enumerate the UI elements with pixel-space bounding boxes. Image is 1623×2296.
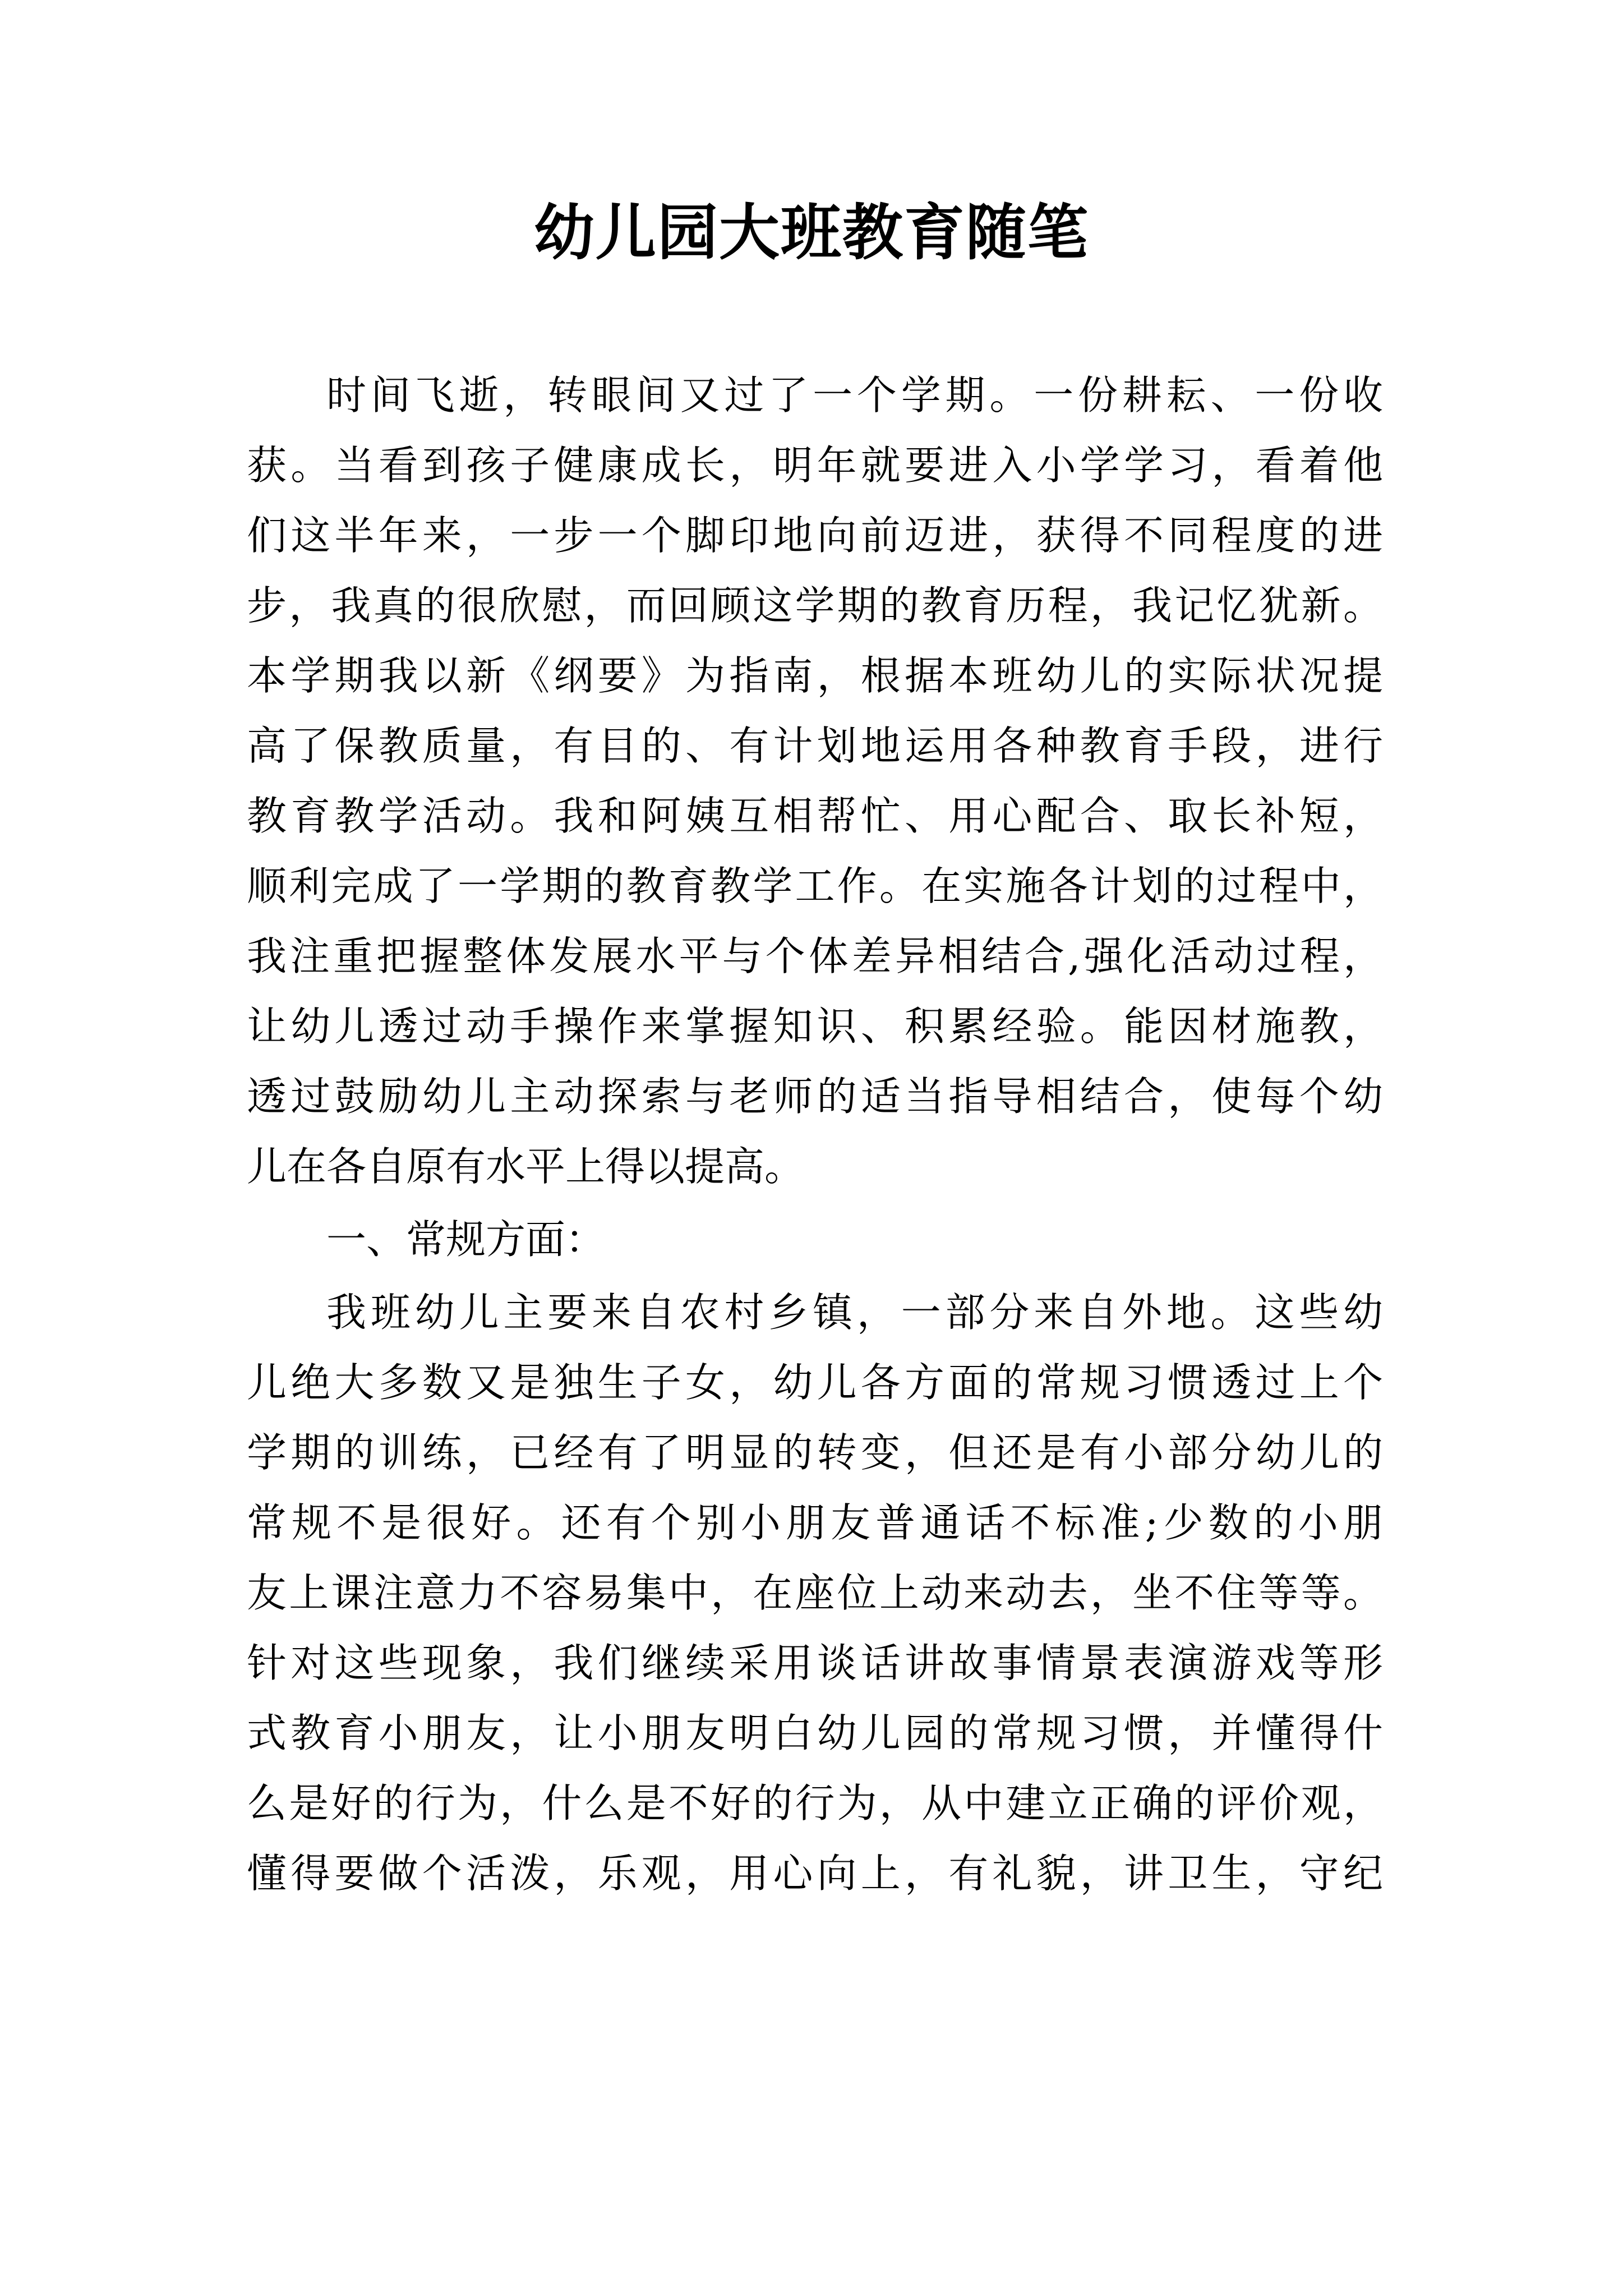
paragraph-line: 时间飞逝，转眼间又过了一个学期。一份耕耘、一份收 bbox=[326, 372, 1383, 418]
paragraph-line: 儿绝大多数又是独生子女，幼儿各方面的常规习惯透过上个 bbox=[247, 1359, 1383, 1406]
paragraph-line: 顺利完成了一学期的教育教学工作。在实施各计划的过程中， bbox=[247, 863, 1383, 909]
paragraph-line: 高了保教质量，有目的、有计划地运用各种教育手段，进行 bbox=[247, 723, 1383, 769]
paragraph-line: 儿在各自原有水平上得以提高。 bbox=[247, 1143, 805, 1190]
paragraph-line: 针对这些现象，我们继续采用谈话讲故事情景表演游戏等形 bbox=[247, 1640, 1383, 1686]
document-title: 幼儿园大班教育随笔 bbox=[533, 197, 1089, 268]
paragraph-line: 常规不是很好。还有个别小朋友普通话不标准;少数的小朋 bbox=[247, 1499, 1383, 1546]
paragraph-line: 透过鼓励幼儿主动探索与老师的适当指导相结合，使每个幼 bbox=[247, 1073, 1383, 1120]
section-heading: 一、常规方面： bbox=[326, 1216, 606, 1263]
paragraph-line: 们这半年来，一步一个脚印地向前迈进，获得不同程度的进 bbox=[247, 512, 1383, 559]
paragraph-line: 步，我真的很欣慰，而回顾这学期的教育历程，我记忆犹新。 bbox=[247, 582, 1383, 629]
paragraph-line: 友上课注意力不容易集中，在座位上动来动去，坐不住等等。 bbox=[247, 1570, 1383, 1616]
paragraph-line: 本学期我以新《纲要》为指南，根据本班幼儿的实际状况提 bbox=[247, 652, 1383, 699]
paragraph-line: 式教育小朋友，让小朋友明白幼儿园的常规习惯，并懂得什 bbox=[247, 1710, 1383, 1756]
paragraph-line: 学期的训练，已经有了明显的转变，但还是有小部分幼儿的 bbox=[247, 1429, 1383, 1476]
paragraph-line: 么是好的行为，什么是不好的行为，从中建立正确的评价观， bbox=[247, 1780, 1383, 1826]
paragraph-line: 获。当看到孩子健康成长，明年就要进入小学学习，看着他 bbox=[247, 442, 1383, 489]
paragraph-line: 教育教学活动。我和阿姨互相帮忙、用心配合、取长补短， bbox=[247, 793, 1383, 839]
paragraph-line: 懂得要做个活泼，乐观，用心向上，有礼貌，讲卫生，守纪 bbox=[247, 1850, 1383, 1897]
paragraph-line: 我注重把握整体发展水平与个体差异相结合,强化活动过程， bbox=[247, 933, 1383, 979]
paragraph-line: 我班幼儿主要来自农村乡镇，一部分来自外地。这些幼 bbox=[326, 1289, 1383, 1336]
paragraph-line: 让幼儿透过动手操作来掌握知识、积累经验。能因材施教， bbox=[247, 1003, 1383, 1050]
